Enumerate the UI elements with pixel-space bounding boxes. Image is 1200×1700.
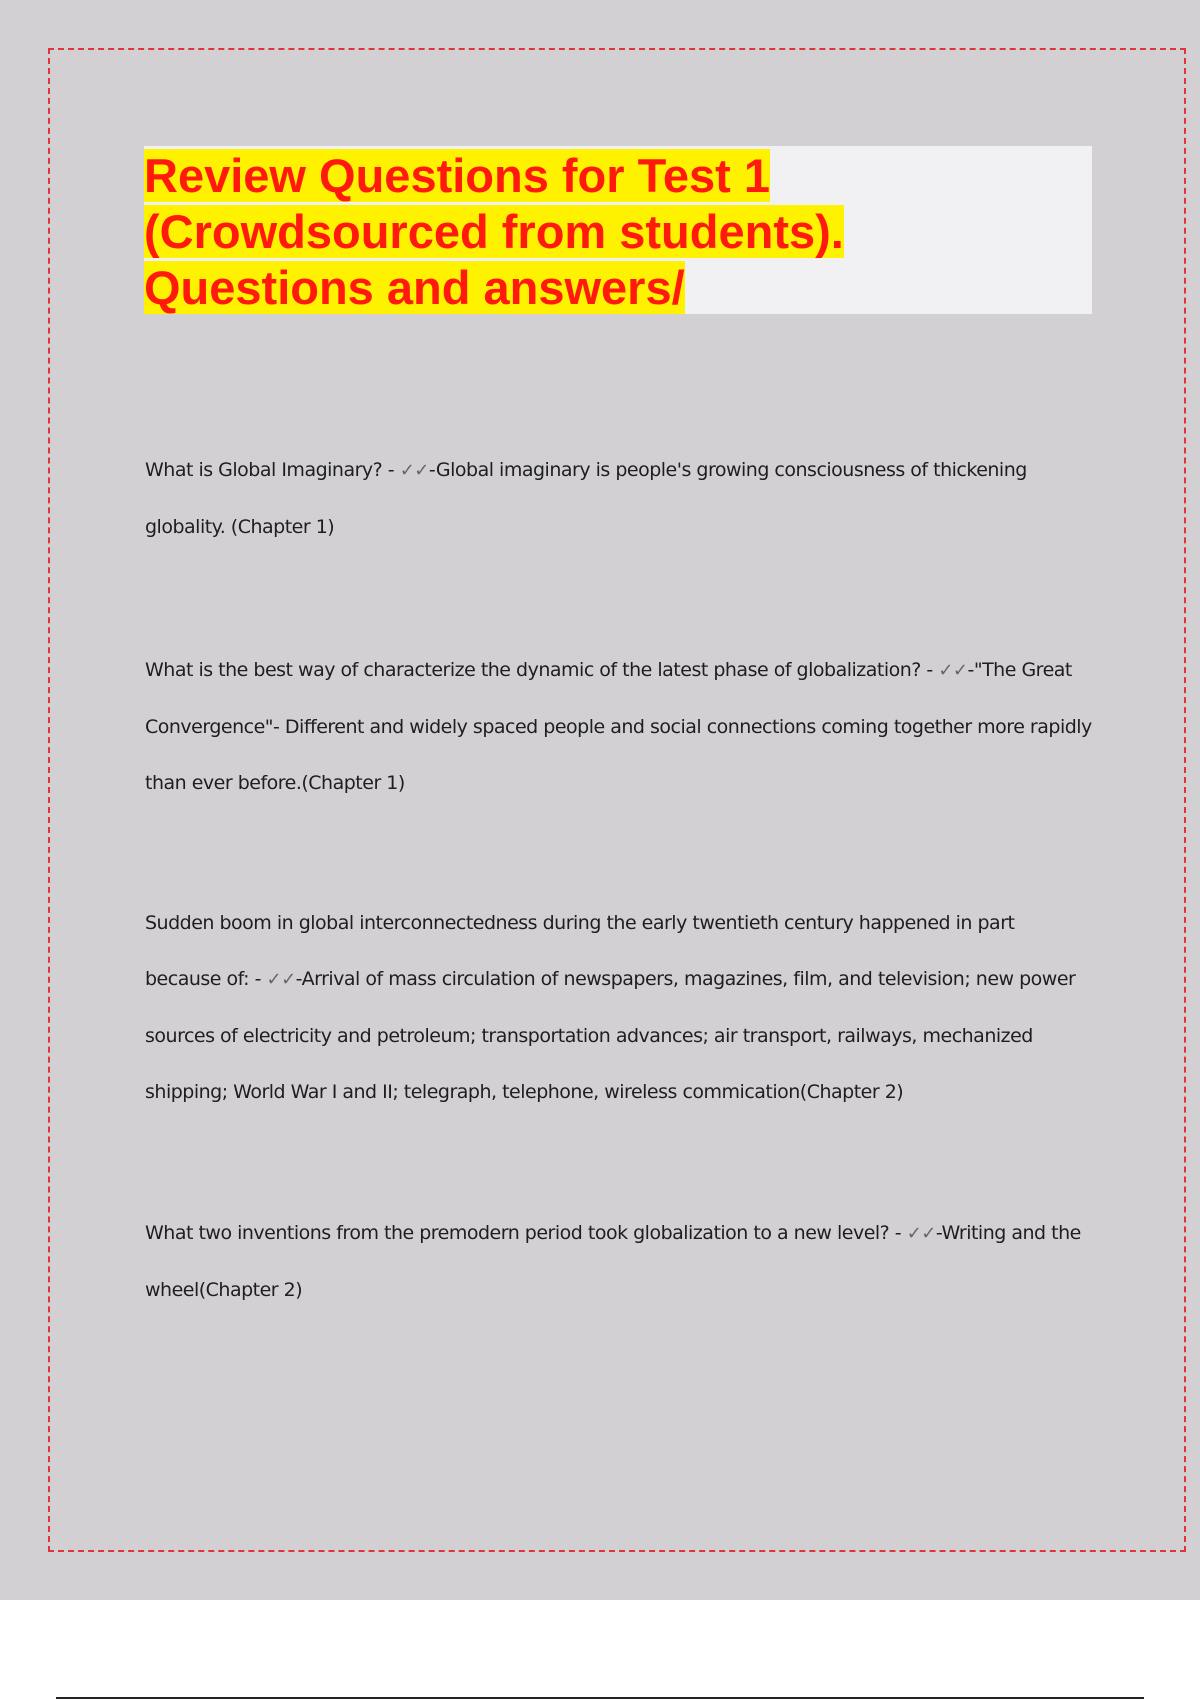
- title-line-2: (Crowdsourced from students).: [144, 205, 844, 258]
- qa-item-4: [145, 1205, 1095, 1318]
- checkmark-icon: ✓✓: [266, 969, 296, 990]
- qa-item-3: [145, 895, 1095, 1120]
- title-line-3: Questions and answers/: [144, 261, 685, 314]
- checkmark-icon: ✓✓: [938, 660, 968, 681]
- question-text: What two inventions from the premodern period took globalization to a new level? -: [145, 1222, 907, 1244]
- bottom-divider: [56, 1697, 1144, 1699]
- question-text: Sudden boom in global interconnectedness during the early twentieth century happened in part because of: -: [145, 912, 1015, 990]
- answer-text: -Writing and the wheel(Chapter 2): [145, 1222, 1081, 1301]
- checkmark-icon: ✓✓: [399, 460, 429, 481]
- checkmark-icon: ✓✓: [906, 1223, 936, 1244]
- answer-text: -"The Great Convergence"- Different and widely spaced people and social connections coming together more rapidly than ever before.(Chapter 1): [145, 659, 1092, 794]
- qa-item-2: [145, 642, 1095, 811]
- qa-item-1: [145, 442, 1095, 555]
- answer-text: -Arrival of mass circulation of newspapers, magazines, film, and television; new power sources of electricity and petroleum; transportation advances; air transport, railways, mechanized shipping; World War I and II; telegraph, telephone, wireless commication(Chapter 2): [145, 968, 1076, 1103]
- question-text: What is the best way of characterize the dynamic of the latest phase of globalization? -: [145, 659, 939, 681]
- question-text: What is Global Imaginary? -: [145, 459, 400, 481]
- answer-text: -Global imaginary is people's growing consciousness of thickening globality. (Chapter 1): [145, 459, 1027, 538]
- title-line-1: Review Questions for Test 1: [144, 149, 770, 202]
- document-title: [144, 148, 1092, 316]
